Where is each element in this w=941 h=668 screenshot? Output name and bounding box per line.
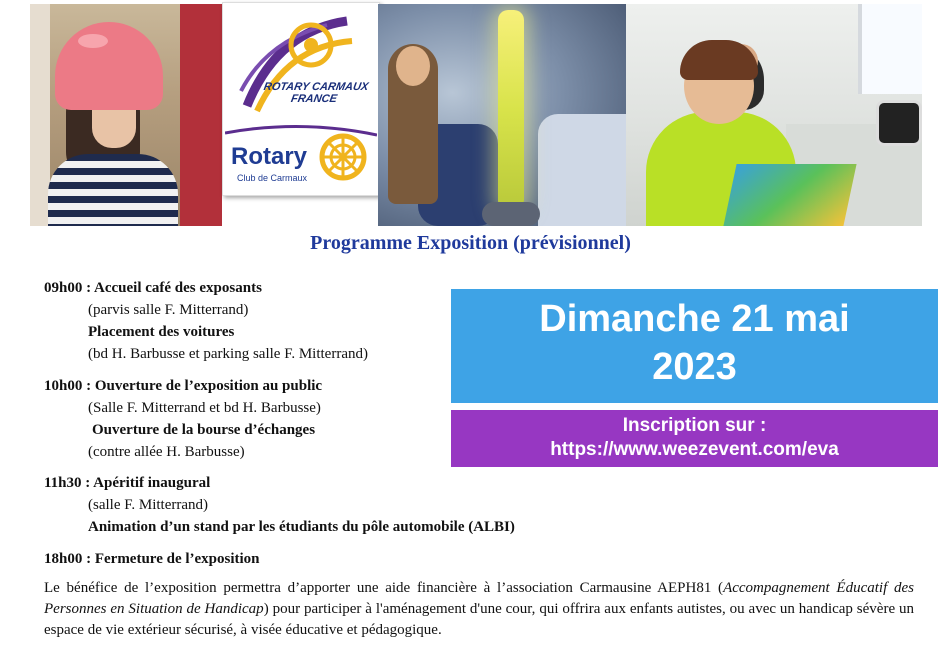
s1-time: 09h00 : Accueil café des exposants <box>44 280 262 296</box>
date-line1: Dimanche 21 mai <box>539 298 850 340</box>
s2-sub1: (Salle F. Mitterrand et bd H. Barbusse) <box>88 400 321 416</box>
rotary-logo <box>222 2 380 196</box>
door <box>30 4 50 226</box>
clock-icon <box>876 100 922 146</box>
boy-head <box>396 46 430 86</box>
photo-boys-puzzle <box>626 4 922 226</box>
s3-sub1: (salle F. Mitterrand) <box>88 497 209 513</box>
striped-shirt <box>48 154 178 226</box>
inscription-box <box>451 410 938 467</box>
logo-text-top: ROTARY CARMAUX FRANCE <box>262 81 370 105</box>
footer-text <box>44 578 914 641</box>
date-line2: 2023 <box>652 346 737 388</box>
inscription-url[interactable]: https://www.weezevent.com/eva <box>550 439 839 460</box>
bubble-tube <box>498 10 524 210</box>
puzzle <box>723 164 856 226</box>
red-wall <box>180 4 222 226</box>
s1-sub2: (bd H. Barbusse et parking salle F. Mitterrand) <box>88 346 368 362</box>
footer-italic: Accompagnement Éducatif des Personnes en Situation de Handicap <box>44 580 914 617</box>
inscription-label: Inscription sur : <box>622 415 767 436</box>
program-title-text: Programme Exposition (prévisionnel) <box>310 232 631 254</box>
s1-item2: Placement des voitures <box>88 324 235 340</box>
window <box>858 4 922 94</box>
helmet-shine <box>78 34 108 48</box>
date-box <box>451 289 938 403</box>
s4-time: 18h00 : Fermeture de l’exposition <box>44 551 260 567</box>
footer-part1: Le bénéfice de l’exposition permettra d’apporter une aide financière à l’association Carmausine AEPH81 ( <box>44 580 724 596</box>
cushion <box>538 114 626 226</box>
rotary-wheel-icon <box>319 133 367 181</box>
s2-sub2: (contre allée H. Barbusse) <box>88 444 245 460</box>
photo-girl-helmet <box>30 4 222 226</box>
logo-club: Club de Carmaux <box>237 173 308 183</box>
s2-item2: Ouverture de la bourse d’échanges <box>92 422 316 438</box>
logo-brand: Rotary <box>231 143 308 170</box>
tube-base <box>482 202 540 226</box>
photo-sensory-room <box>378 4 626 226</box>
program-title <box>0 232 941 255</box>
s3-time: 11h30 : Apéritif inaugural <box>44 475 211 491</box>
s2-time: 10h00 : Ouverture de l’exposition au public <box>44 378 323 394</box>
footer-part2: ) pour participer à l'aménagement d'une cour, qui offrira aux enfants autistes, ou avec un handicap sévère un espace de vie extérieur sécurisé, à visée éducative et pédagogique. <box>44 601 915 638</box>
helmet <box>55 22 163 110</box>
s1-sub1: (parvis salle F. Mitterrand) <box>88 302 249 318</box>
s3-item2: Animation d’un stand par les étudiants du pôle automobile (ALBI) <box>88 519 515 535</box>
